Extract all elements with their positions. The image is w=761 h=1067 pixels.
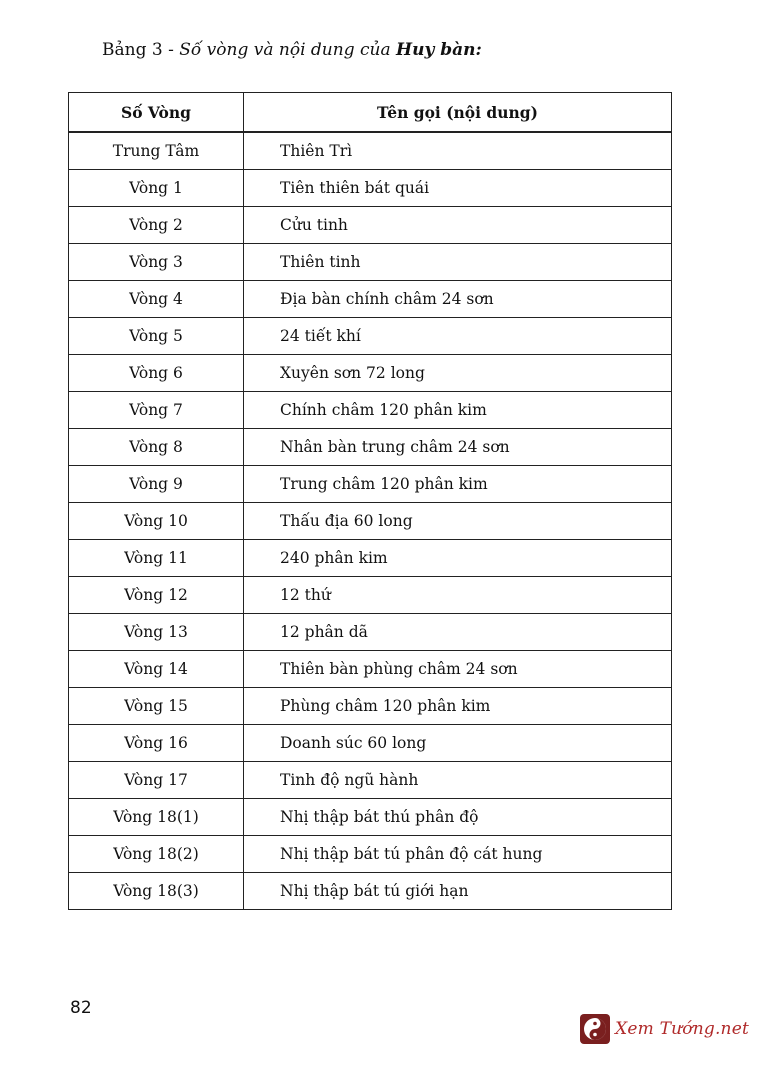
table-row (69, 281, 672, 318)
yin-yang-icon (580, 1014, 610, 1044)
header-ring-number: Số Vòng (69, 93, 244, 133)
caption-bold-italic: Huy bàn: (396, 40, 482, 60)
ring-name-cell: Địa bàn chính châm 24 sơn (244, 281, 672, 318)
table-row (69, 873, 672, 910)
table-caption (102, 40, 482, 60)
ring-name-cell: Nhân bàn trung châm 24 sơn (244, 429, 672, 466)
ring-number-cell: Vòng 18(1) (69, 799, 244, 836)
table-row (69, 651, 672, 688)
ring-number-cell: Vòng 18(3) (69, 873, 244, 910)
ring-name-cell: Nhị thập bát thú phân độ (244, 799, 672, 836)
table-row (69, 132, 672, 170)
ring-name-cell: Cửu tinh (244, 207, 672, 244)
table-row (69, 577, 672, 614)
ring-number-cell: Vòng 16 (69, 725, 244, 762)
ring-number-cell: Vòng 7 (69, 392, 244, 429)
ring-number-cell: Vòng 14 (69, 651, 244, 688)
table-row (69, 688, 672, 725)
caption-prefix: Bảng 3 - (102, 40, 180, 60)
table-row (69, 466, 672, 503)
ring-number-cell: Vòng 5 (69, 318, 244, 355)
ring-number-cell: Vòng 4 (69, 281, 244, 318)
ring-number-cell: Vòng 2 (69, 207, 244, 244)
table-row (69, 244, 672, 281)
table-row (69, 429, 672, 466)
ring-number-cell: Vòng 11 (69, 540, 244, 577)
table-row (69, 318, 672, 355)
ring-number-cell: Vòng 9 (69, 466, 244, 503)
ring-number-cell: Vòng 12 (69, 577, 244, 614)
ring-number-cell: Vòng 6 (69, 355, 244, 392)
ring-name-cell: Nhị thập bát tú giới hạn (244, 873, 672, 910)
ring-number-cell: Vòng 10 (69, 503, 244, 540)
ring-number-cell: Vòng 18(2) (69, 836, 244, 873)
table-row (69, 503, 672, 540)
ring-name-cell: 24 tiết khí (244, 318, 672, 355)
rings-table (68, 92, 672, 910)
table-row (69, 540, 672, 577)
ring-name-cell: Thấu địa 60 long (244, 503, 672, 540)
ring-name-cell: 12 phân dã (244, 614, 672, 651)
table-row (69, 762, 672, 799)
ring-name-cell: 12 thứ (244, 577, 672, 614)
table-row (69, 355, 672, 392)
header-ring-name: Tên gọi (nội dung) (244, 93, 672, 133)
ring-number-cell: Vòng 3 (69, 244, 244, 281)
caption-italic: Số vòng và nội dung của (179, 40, 397, 60)
page-number: 82 (70, 998, 92, 1018)
ring-number-cell: Trung Tâm (69, 132, 244, 170)
table-row (69, 170, 672, 207)
ring-name-cell: Thiên bàn phùng châm 24 sơn (244, 651, 672, 688)
ring-name-cell: Nhị thập bát tú phân độ cát hung (244, 836, 672, 873)
table-row (69, 836, 672, 873)
table-row (69, 614, 672, 651)
ring-name-cell: Thiên tinh (244, 244, 672, 281)
ring-number-cell: Vòng 8 (69, 429, 244, 466)
ring-name-cell: Xuyên sơn 72 long (244, 355, 672, 392)
table-body (69, 132, 672, 910)
watermark-text: Xem Tướng.net (615, 1019, 749, 1039)
watermark (580, 1014, 749, 1044)
ring-name-cell: Phùng châm 120 phân kim (244, 688, 672, 725)
table-row (69, 207, 672, 244)
ring-number-cell: Vòng 1 (69, 170, 244, 207)
ring-number-cell: Vòng 13 (69, 614, 244, 651)
ring-number-cell: Vòng 15 (69, 688, 244, 725)
ring-name-cell: Thiên Trì (244, 132, 672, 170)
ring-name-cell: Tiên thiên bát quái (244, 170, 672, 207)
ring-number-cell: Vòng 17 (69, 762, 244, 799)
ring-name-cell: Chính châm 120 phân kim (244, 392, 672, 429)
table-header-row (69, 93, 672, 133)
table-row (69, 725, 672, 762)
ring-name-cell: 240 phân kim (244, 540, 672, 577)
table-row (69, 392, 672, 429)
ring-name-cell: Doanh súc 60 long (244, 725, 672, 762)
ring-name-cell: Tinh độ ngũ hành (244, 762, 672, 799)
ring-name-cell: Trung châm 120 phân kim (244, 466, 672, 503)
table-row (69, 799, 672, 836)
